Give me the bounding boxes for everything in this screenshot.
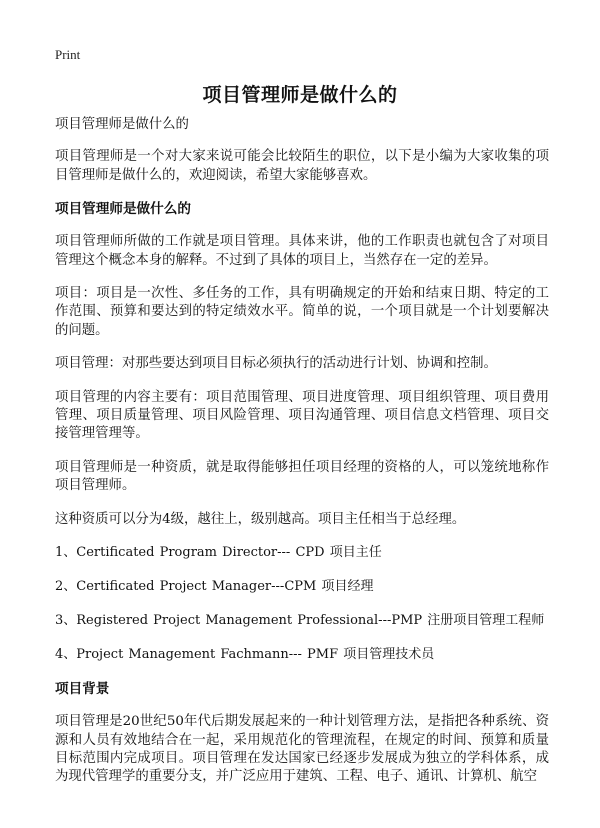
paragraph-management-content: 项目管理的内容主要有：项目范围管理、项目进度管理、项目组织管理、项目费用管理、项目质量管理、项目风险管理、项目沟通管理、项目信息文档管理、项目交接管理管理等。 xyxy=(55,389,549,442)
document-title: 项目管理师是做什么的 xyxy=(202,84,398,106)
intro-paragraph: 项目管理师是一个对大家来说可能会比较陌生的职位，以下是小编为大家收集的项目管理师是做什么的，欢迎阅读，希望大家能够喜欢。 xyxy=(55,149,549,183)
paragraph-background: 项目管理是20世纪50年代后期发展起来的一种计划管理方法，是指把各种系统、资源和人员有效地结合在一起，采用规范化的管理流程，在规定的时间、预算和质量目标范围内完成项目。项目管理在发达国家已经逐步发展成为独立的学科体系，成为现代管理学的重要分支，并广泛应用于建筑、工程、电子、通讯、计算机、航空 xyxy=(55,714,549,785)
section-heading-background: 项目背景 xyxy=(55,681,110,698)
paragraph-levels-intro: 这种资质可以分为4级，越往上，级别越高。项目主任相当于总经理。 xyxy=(55,511,466,527)
paragraph-project-management-definition: 项目管理：对那些要达到项目目标必须执行的活动进行计划、协调和控制。 xyxy=(55,356,497,372)
print-label: Print xyxy=(55,47,81,62)
subtitle: 项目管理师是做什么的 xyxy=(55,117,189,132)
section-heading-what-it-does: 项目管理师是做什么的 xyxy=(55,201,191,218)
level-item-pmp: 3、Registered Project Management Professional---PMP 注册项目管理工程师 xyxy=(55,613,545,629)
paragraph-qualification: 项目管理师是一种资质，就是取得能够担任项目经理的资格的人，可以笼统地称作项目管理师。 xyxy=(55,459,549,494)
paragraph-job-duty: 项目管理师所做的工作就是项目管理。具体来讲，他的工作职责也就包含了对项目管理这个概念本身的解释。不过到了具体的项目上，当然存在一定的差异。 xyxy=(55,234,549,268)
level-item-pmf: 4、Project Management Fachmann--- PMF 项目管理技术员 xyxy=(55,647,435,663)
paragraph-project-definition: 项目：项目是一次性、多任务的工作，具有明确规定的开始和结束日期、特定的工作范围、预算和要达到的特定绩效水平。简单的说，一个项目就是一个计划要解决的问题。 xyxy=(55,286,549,338)
document-body xyxy=(55,116,549,802)
level-item-cpd: 1、Certificated Program Director--- CPD 项目主任 xyxy=(55,545,382,561)
level-item-cpm: 2、Certificated Project Manager---CPM 项目经理 xyxy=(55,579,374,595)
